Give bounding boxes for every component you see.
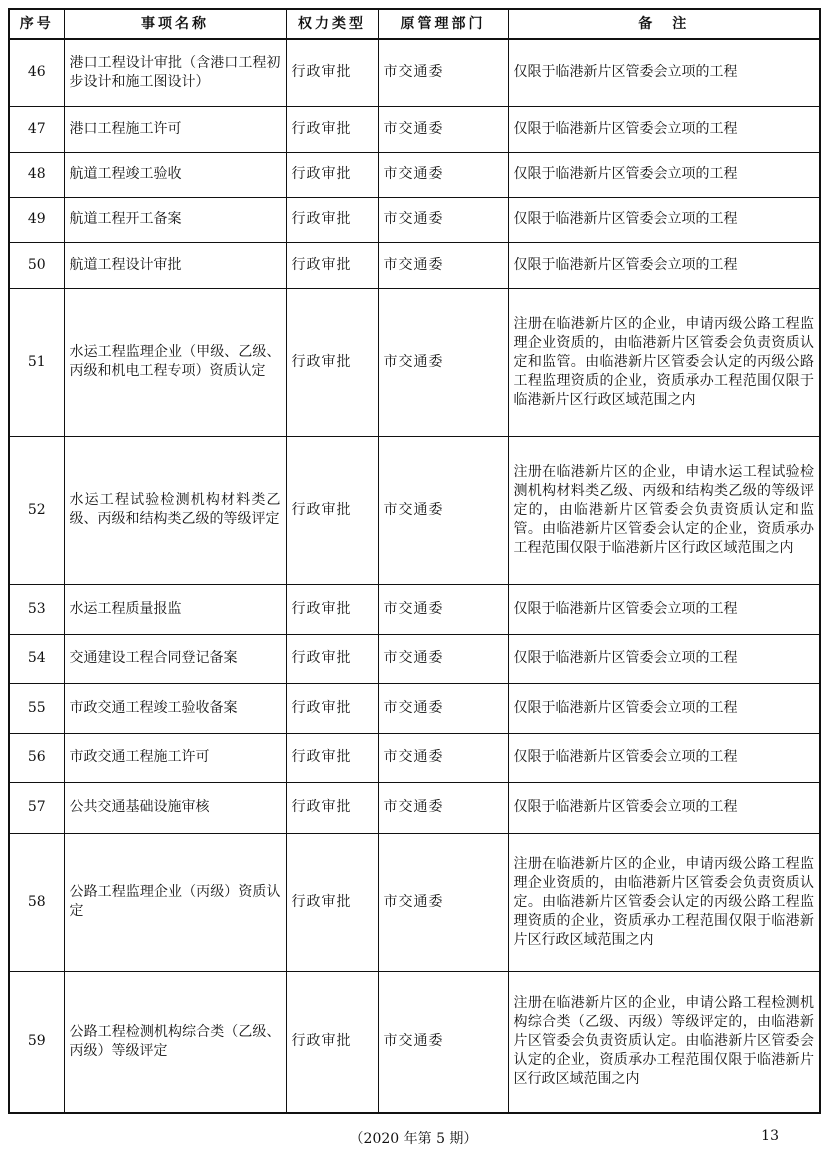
table-row [9, 39, 820, 106]
row-note: 仅限于临港新片区管委会立项的工程 [508, 152, 820, 197]
row-note: 注册在临港新片区的企业，申请丙级公路工程监理企业资质的，由临港新片区管委会负责资质认定。由临港新片区管委会认定的丙级公路工程监理资质的企业，资质承办工程范围仅限于临港新片区行政区域范围之内 [508, 833, 820, 971]
row-note: 仅限于临港新片区管委会立项的工程 [508, 242, 820, 288]
header-seq: 序号 [9, 9, 64, 39]
row-item-name: 水运工程试验检测机构材料类乙级、丙级和结构类乙级的等级评定 [64, 436, 286, 584]
header-power-type: 权力类型 [286, 9, 378, 39]
row-seq: 50 [9, 242, 64, 288]
header-department: 原管理部门 [378, 9, 508, 39]
row-power-type: 行政审批 [286, 39, 378, 106]
row-power-type: 行政审批 [286, 436, 378, 584]
row-seq: 46 [9, 39, 64, 106]
row-department: 市交通委 [378, 733, 508, 782]
row-department: 市交通委 [378, 197, 508, 242]
row-seq: 58 [9, 833, 64, 971]
row-power-type: 行政审批 [286, 197, 378, 242]
row-seq: 59 [9, 971, 64, 1113]
row-department: 市交通委 [378, 106, 508, 152]
row-department: 市交通委 [378, 152, 508, 197]
row-department: 市交通委 [378, 833, 508, 971]
table-row [9, 971, 820, 1113]
table-row [9, 288, 820, 436]
row-power-type: 行政审批 [286, 683, 378, 733]
table-row [9, 106, 820, 152]
row-power-type: 行政审批 [286, 152, 378, 197]
row-note: 仅限于临港新片区管委会立项的工程 [508, 39, 820, 106]
table-row [9, 634, 820, 683]
table-row [9, 683, 820, 733]
table-row [9, 733, 820, 782]
row-item-name: 港口工程设计审批（含港口工程初步设计和施工图设计） [64, 39, 286, 106]
row-item-name: 市政交通工程竣工验收备案 [64, 683, 286, 733]
row-power-type: 行政审批 [286, 833, 378, 971]
row-department: 市交通委 [378, 634, 508, 683]
row-item-name: 交通建设工程合同登记备案 [64, 634, 286, 683]
table-row [9, 782, 820, 833]
row-department: 市交通委 [378, 584, 508, 634]
row-item-name: 航道工程竣工验收 [64, 152, 286, 197]
row-department: 市交通委 [378, 683, 508, 733]
row-power-type: 行政审批 [286, 106, 378, 152]
row-seq: 47 [9, 106, 64, 152]
row-note: 注册在临港新片区的企业，申请水运工程试验检测机构材料类乙级、丙级和结构类乙级的等级评定的，由临港新片区管委会负责资质认定和监管。由临港新片区管委会认定的企业，资质承办工程范围仅限于临港新片区行政区域范围之内 [508, 436, 820, 584]
row-seq: 55 [9, 683, 64, 733]
row-note: 注册在临港新片区的企业，申请丙级公路工程监理企业资质的，由临港新片区管委会负责资质认定和监管。由临港新片区管委会认定的丙级公路工程监理资质的企业，资质承办工程范围仅限于临港新片区行政区域范围之内 [508, 288, 820, 436]
row-seq: 54 [9, 634, 64, 683]
table-row [9, 242, 820, 288]
table-row [9, 833, 820, 971]
row-item-name: 公路工程监理企业（丙级）资质认定 [64, 833, 286, 971]
row-power-type: 行政审批 [286, 242, 378, 288]
table-row [9, 436, 820, 584]
row-department: 市交通委 [378, 971, 508, 1113]
row-item-name: 公共交通基础设施审核 [64, 782, 286, 833]
row-note: 仅限于临港新片区管委会立项的工程 [508, 197, 820, 242]
row-power-type: 行政审批 [286, 584, 378, 634]
issue-label: （2020 年第 5 期） [349, 1131, 478, 1147]
row-department: 市交通委 [378, 242, 508, 288]
row-department: 市交通委 [378, 288, 508, 436]
row-seq: 48 [9, 152, 64, 197]
row-power-type: 行政审批 [286, 971, 378, 1113]
row-note: 仅限于临港新片区管委会立项的工程 [508, 634, 820, 683]
row-power-type: 行政审批 [286, 733, 378, 782]
row-seq: 56 [9, 733, 64, 782]
table-row [9, 152, 820, 197]
row-item-name: 公路工程检测机构综合类（乙级、丙级）等级评定 [64, 971, 286, 1113]
row-note: 仅限于临港新片区管委会立项的工程 [508, 584, 820, 634]
row-item-name: 港口工程施工许可 [64, 106, 286, 152]
row-department: 市交通委 [378, 39, 508, 106]
header-item-name: 事项名称 [64, 9, 286, 39]
row-item-name: 水运工程监理企业（甲级、乙级、丙级和机电工程专项）资质认定 [64, 288, 286, 436]
row-seq: 51 [9, 288, 64, 436]
row-power-type: 行政审批 [286, 782, 378, 833]
row-note: 仅限于临港新片区管委会立项的工程 [508, 106, 820, 152]
row-seq: 57 [9, 782, 64, 833]
row-department: 市交通委 [378, 436, 508, 584]
table-header-row [9, 9, 820, 39]
row-note: 仅限于临港新片区管委会立项的工程 [508, 733, 820, 782]
row-note: 注册在临港新片区的企业，申请公路工程检测机构综合类（乙级、丙级）等级评定的，由临港新片区管委会负责资质认定。由临港新片区管委会认定的企业，资质承办工程范围仅限于临港新片区行政区域范围之内 [508, 971, 820, 1113]
row-note: 仅限于临港新片区管委会立项的工程 [508, 782, 820, 833]
row-seq: 49 [9, 197, 64, 242]
page-number: 13 [761, 1128, 779, 1144]
row-department: 市交通委 [378, 782, 508, 833]
table-row [9, 197, 820, 242]
row-item-name: 水运工程质量报监 [64, 584, 286, 634]
row-power-type: 行政审批 [286, 634, 378, 683]
row-seq: 53 [9, 584, 64, 634]
row-note: 仅限于临港新片区管委会立项的工程 [508, 683, 820, 733]
row-item-name: 航道工程设计审批 [64, 242, 286, 288]
row-seq: 52 [9, 436, 64, 584]
item-table [8, 8, 821, 1114]
row-item-name: 市政交通工程施工许可 [64, 733, 286, 782]
page-footer [0, 1128, 827, 1150]
header-note: 备 注 [508, 9, 820, 39]
table-row [9, 584, 820, 634]
row-item-name: 航道工程开工备案 [64, 197, 286, 242]
row-power-type: 行政审批 [286, 288, 378, 436]
